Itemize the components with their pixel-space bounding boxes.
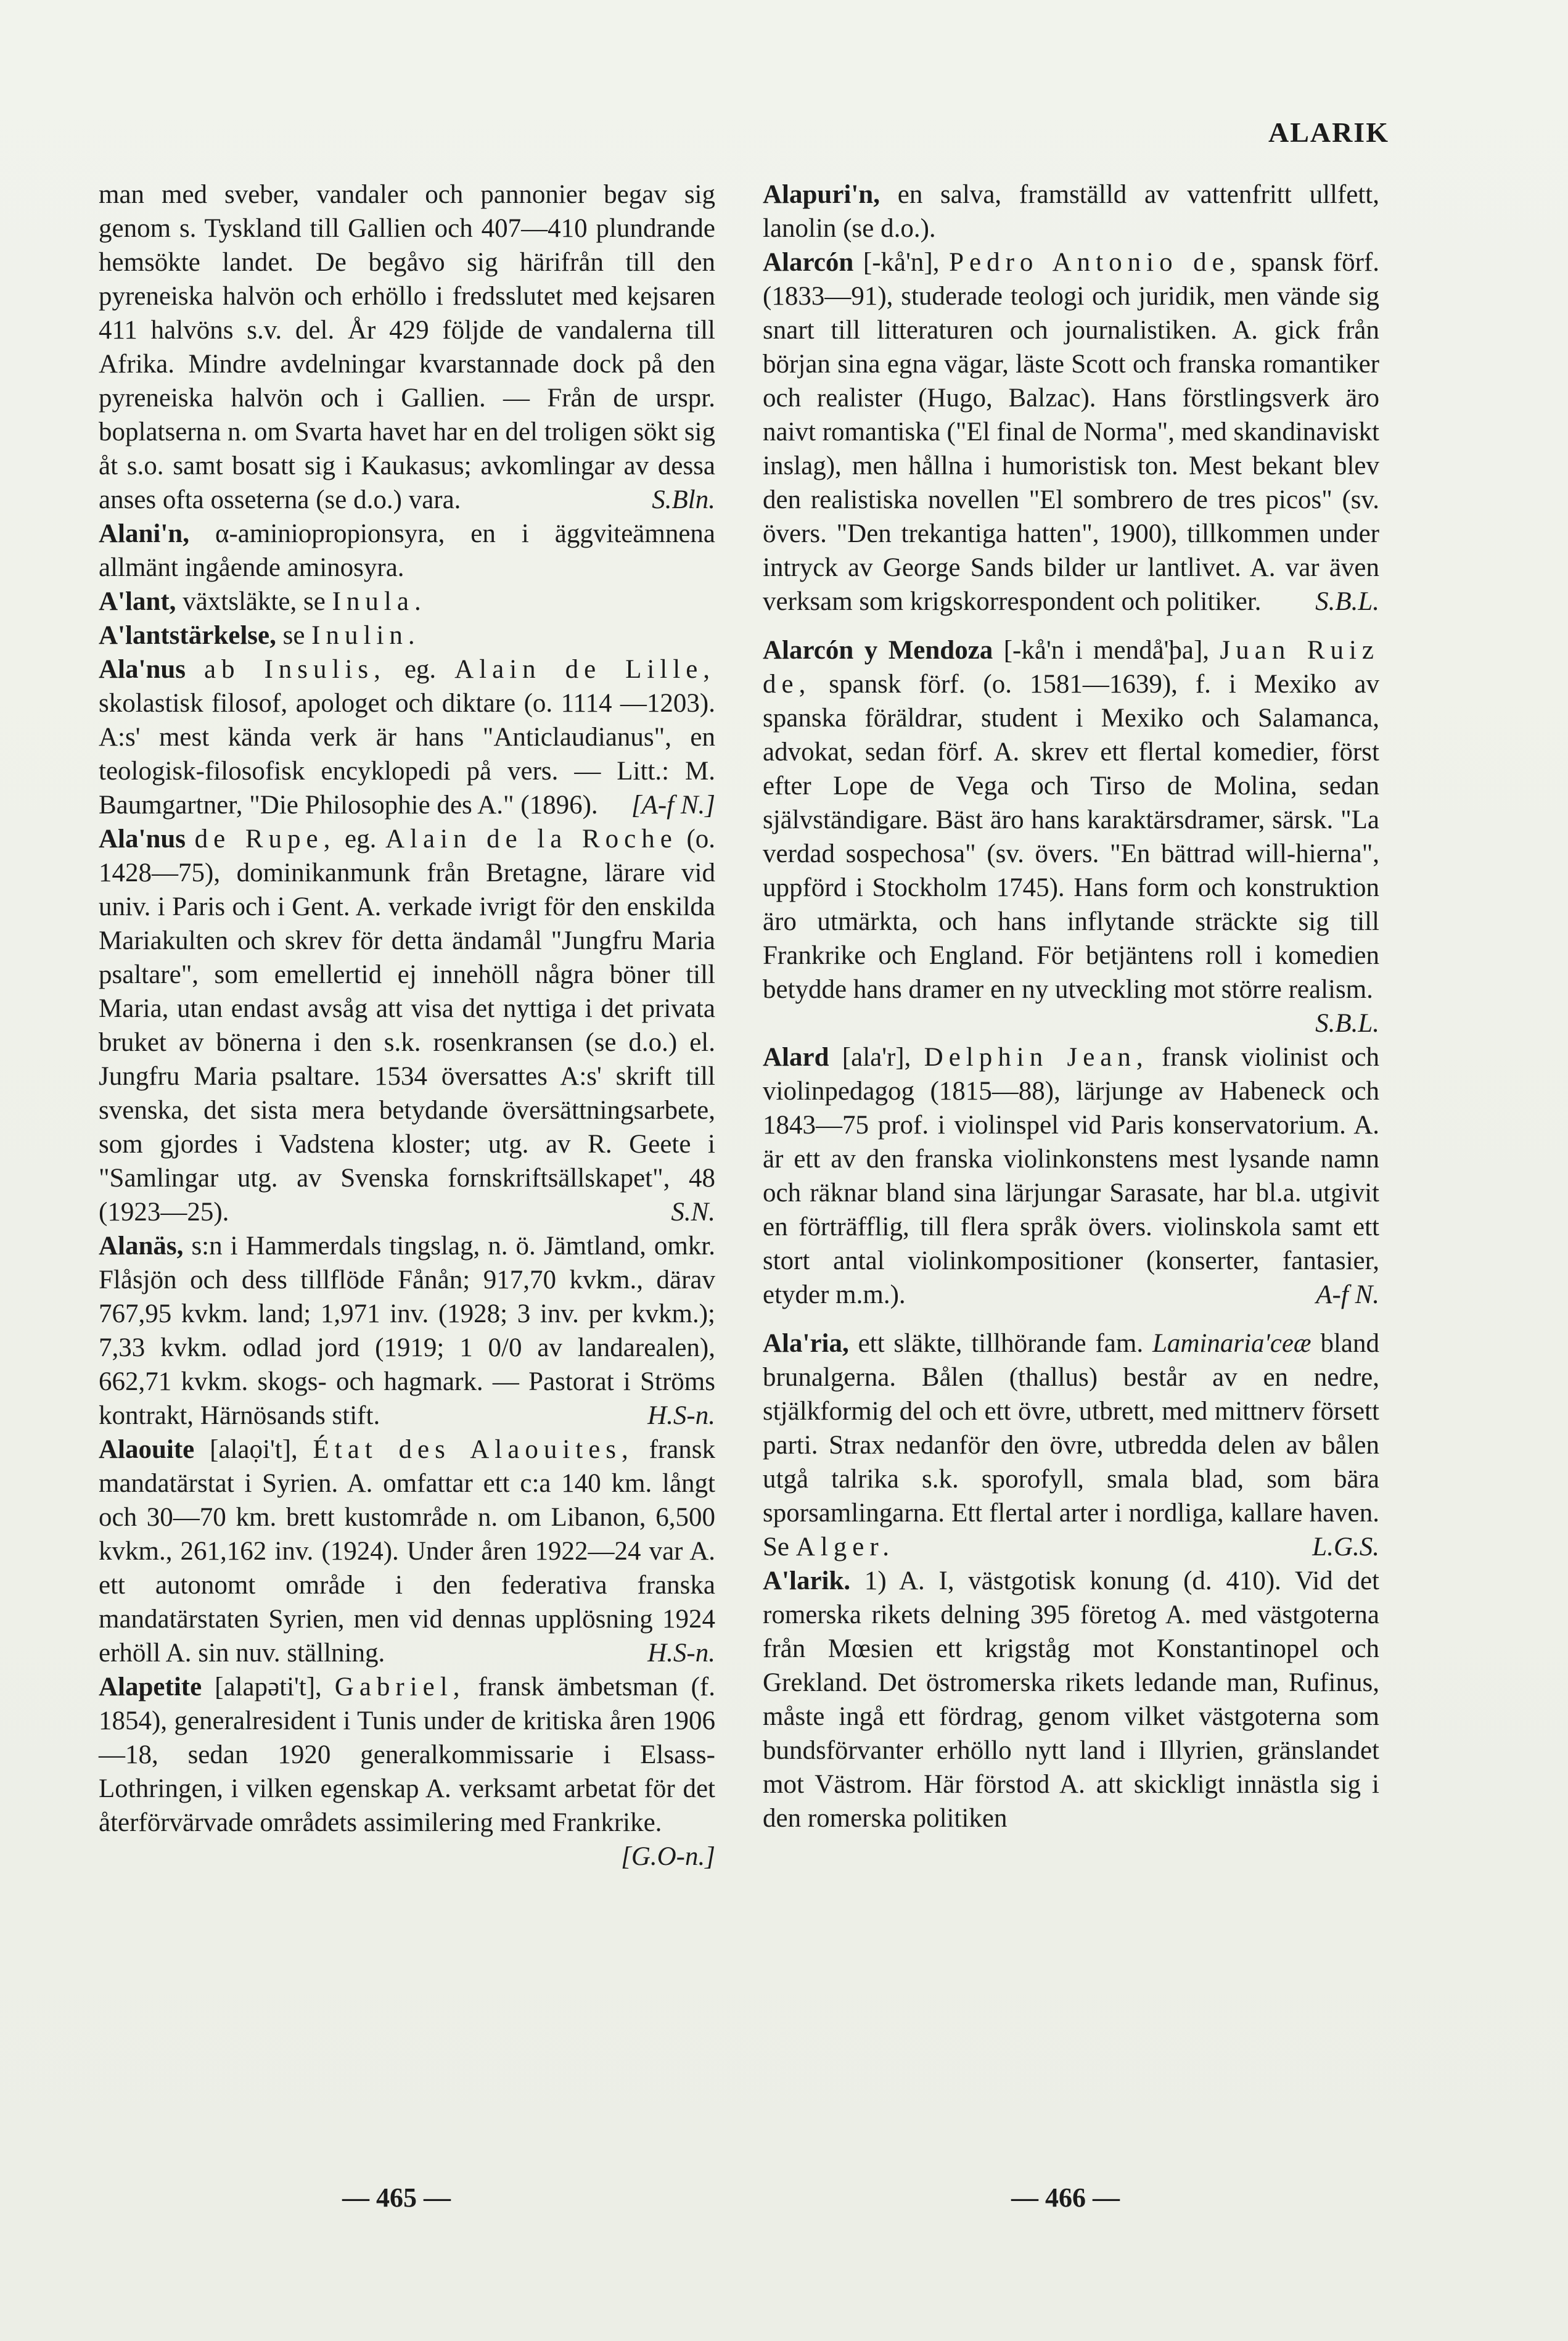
pronunciation: [alaọi't], — [210, 1435, 298, 1464]
entry-text: en salva, framställd av vattenfritt ullfett, lanolin (se d.o.). — [763, 180, 1380, 243]
spaced-name: Delphin Jean, — [924, 1043, 1149, 1072]
page-number-right: — 466 — — [1011, 2183, 1120, 2213]
headword: Alaouite — [99, 1435, 195, 1464]
headword: Alard — [763, 1043, 829, 1072]
headword: Alarcón — [763, 248, 854, 277]
spaced-name: Gabriel, — [334, 1672, 466, 1701]
entry-text: s:n i Hammerdals tingslag, n. ö. Jämtland, omkr. Flåsjön och dess tillflöde Fånån; 917,70 kvkm., därav 767,95 kvkm. land; 1,971 inv. (1928; 3 inv. per kvkm.); 7,33 kvkm. odlad jord (1919; 1 0/0 av landarealen), 662,71 kvkm. skogs- och hagmark. — Pastorat i Ströms kontrakt, Härnösands stift. — [99, 1232, 715, 1430]
signature: S.B.L. — [1315, 1009, 1379, 1038]
entry-text: se — [282, 621, 305, 650]
headword: Ala'nus — [99, 825, 186, 854]
headword: A'larik. — [763, 1566, 851, 1595]
spaced-name: de Rupe, — [194, 825, 336, 854]
signature: H.S-n. — [647, 1401, 715, 1430]
entry-alard — [763, 1040, 1379, 1312]
spaced-name: État des Alaouites, — [313, 1435, 634, 1464]
entry-alanin — [99, 517, 715, 585]
entry-alapetite — [99, 1670, 715, 1871]
signature: L.G.S. — [1312, 1533, 1379, 1561]
entry-alant — [99, 585, 715, 619]
headword: Ala'ria, — [763, 1329, 849, 1358]
entry-text: ett släkte, tillhörande fam. — [858, 1329, 1144, 1358]
entry-text: skolastisk filosof, apologet och diktare (o. 1114 —1203). A:s' mest kända verk är hans "Anticlaudianus", en teologisk-filosofisk encyklopedi på vers. — Litt.: M. Baumgartner, "Die Philosophie des A." (1896). — [99, 689, 715, 820]
pronunciation: [-kå'n i mendå'þa], — [1003, 636, 1210, 665]
entry-alaouite — [99, 1433, 715, 1670]
headword: Alanäs, — [99, 1232, 184, 1261]
cross-reference: Alger. — [795, 1533, 895, 1561]
spaced-name: Alain de Lille, — [454, 655, 716, 684]
spaced-name: Pedro Antonio de, — [949, 248, 1242, 277]
entry-alanus-insulis — [99, 652, 715, 822]
entry-alanus-rupe — [99, 822, 715, 1229]
headword: Alapuri'n, — [763, 180, 880, 209]
entry-text: bland brunalgerna. Bålen (thallus) består av en nedre, stjälkformig del och ett övre, utbrett, med mittnerv försett parti. Strax nedanför den övre, utbredda delen av bålen utgå talrika s.k. sporofyll, smala blad, som bära sporsamlingarna. Ett flertal arter i nordliga, kallare haven. Se — [763, 1329, 1379, 1561]
entry-alantstarkelse — [99, 619, 715, 652]
headword: A'lantstärkelse, — [99, 621, 276, 650]
headword: Alarcón y Mendoza — [763, 636, 993, 665]
entry-text: 1) A. I, västgotisk konung (d. 410). Vid det romerska rikets delning 395 företog A. med västgoterna från Mœsien ett krigståg mot Konstantinopel och Grekland. Det östromerska rikets ledande man, Rufinus, måste ingå ett fördrag, genom vilket västgoterna som bundsförvanter erhöllo nytt land i Illyrien, gränslandet mot Västrom. Här förstod A. att skickligt innästla sig i den romerska politiken — [763, 1566, 1379, 1833]
signature: [G.O-n.] — [621, 1842, 715, 1871]
headword: A'lant, — [99, 587, 176, 616]
left-column — [99, 178, 715, 1874]
entry-alarcon — [763, 245, 1379, 619]
signature: S.B.L. — [1315, 587, 1379, 616]
entry-text: α-aminiopropionsyra, en i äggviteämnena allmänt ingående aminosyra. — [99, 519, 716, 582]
pronunciation: [alapəti't], — [215, 1672, 322, 1701]
entry-text: (o. 1428—75), dominikanmunk från Bretagne, lärare vid univ. i Paris och i Gent. A. verkade ivrigt för den enskilda Mariakulten och skrev för detta ändamål "Jungfru Maria psaltare", som emellertid ej innehöll några böner till Maria, utan endast avsåg att visa det nyttiga i det privata bruket av bönerna i den s.k. rosenkransen (se d.o.) el. Jungfru Maria psaltare. 1534 översattes A:s' skrift till svenska, det sista mera betydande översättningsarbete, som gjordes i Vadstena kloster; utg. av R. Geete i "Samlingar utg. av Svenska fornskriftsällskapet", 48 (1923—25). — [99, 825, 716, 1227]
entry-text: spansk förf. (1833—91), studerade teologi och juridik, men vände sig snart till litteraturen och journalistiken. A. gick från början sina egna vägar, läste Scott och franska romantiker och realister (Hugo, Balzac). Hans förstlingsverk äro naivt romantiska ("El final de Norma", med skandinaviskt inslag), men hållna i humoristisk ton. Mest bekant blev den realistiska novellen "El sombrero de tres picos" (sv. övers. "Den trekantiga hatten", 1900), tillkommen under intryck av George Sands bilder ur lantlivet. A. var även verksam som krigskorrespondent och politiker. — [763, 248, 1380, 616]
cross-reference: Inulin. — [311, 621, 421, 650]
headword: Alani'n, — [99, 519, 189, 548]
continuation-text: man med sveber, vandaler och pannonier begav sig genom s. Tyskland till Gallien och 407—410 plundrande hemsökte landet. De begåvo sig härifrån till den pyreneiska halvön och erhöllo i fredsslutet med kejsaren 411 halvöns s.v. del. År 429 följde de vandalerna till Afrika. Mindre avdelningar kvarstannade dock på den pyreneiska halvön och i Gallien. — Från de urspr. boplatserna n. om Svarta havet har en del troligen sökt sig åt s.o. samt bosatt sig i Kaukasus; avkomlingar av dessa anses ofta osseterna (se d.o.) vara. — [99, 180, 715, 514]
entry-text: fransk violinist och violinpedagog (1815—88), lärjunge av Habeneck och 1843—75 prof. i violinspel vid Paris konservatorium. A. är ett av den franska violinkonstens mest lysande namn och räknar bland sina lärjungar Sarasate, har bl.a. utgivit en förträfflig, till flera språk övers. violinskola samt ett stort antal violinkompositioner (konserter, fantasier, etyder m.m.). — [763, 1043, 1380, 1309]
entry-text: spansk förf. (o. 1581—1639), f. i Mexiko av spanska föräldrar, student i Mexiko och Salamanca, advokat, sedan förf. A. skrev ett flertal komedier, först efter Lope de Vega och Tirso de Molina, sedan självständigare. Bäst äro hans karaktärsdramer, särsk. "La verdad sospechosa" (sv. övers. "En bättrad will-hierna", uppförd i Stockholm 1745). Hans form och konstruktion äro utmärkta, och hans inflytande sträckte sig till Frankrike och England. För betjäntens roll i komedien betydde hans dramer en ny utveckling mot större realism. — [763, 670, 1379, 1004]
headword: Ala'nus — [99, 655, 186, 684]
spaced-name: Juan Ruiz de, — [763, 636, 1379, 699]
right-column — [763, 178, 1379, 1835]
spaced-name: Alain de la Roche — [385, 825, 678, 854]
running-head: ALARIK — [1268, 117, 1389, 148]
pronunciation: [-kå'n], — [863, 248, 940, 277]
entry-alarik — [763, 1564, 1379, 1835]
entry-alanas — [99, 1229, 715, 1433]
entry-text: fransk ämbetsman (f. 1854), generalresident i Tunis under de kritiska åren 1906—18, sedan 1920 generalkommissarie i Elsass-Lothringen, i vilken egenskap A. verksamt arbetat för det återförvärvade områdets assimilering med Frankrike. — [99, 1672, 715, 1837]
family-name: Laminaria'ceæ — [1152, 1329, 1311, 1358]
entry-alarcon-mendoza — [763, 633, 1379, 1038]
entry-alaria — [763, 1327, 1379, 1564]
entry-continuation — [99, 178, 715, 517]
entry-text: växtsläkte, se — [183, 587, 326, 616]
spaced-name: ab Insulis, — [203, 655, 386, 684]
cross-reference: Inula. — [332, 587, 427, 616]
signature: S.Bln. — [652, 485, 715, 514]
entry-text: fransk mandatärstat i Syrien. A. omfattar ett c:a 140 km. långt och 30—70 km. brett kustområde n. om Libanon, 6,500 kvkm., 261,162 inv. (1924). Under åren 1922—24 var A. ett autonomt område i den federativa franska mandatärstaten Syrien, men vid dennas upplösning 1924 erhöll A. sin nuv. ställning. — [99, 1435, 716, 1668]
signature: [A-f N.] — [631, 791, 715, 820]
entry-alapurin — [763, 178, 1379, 245]
signature: S.N. — [671, 1198, 715, 1227]
headword: Alapetite — [99, 1672, 202, 1701]
entry-text: eg. — [404, 655, 437, 684]
pronunciation: [ala'r], — [842, 1043, 911, 1072]
signature: H.S-n. — [647, 1639, 715, 1668]
signature: A-f N. — [1316, 1280, 1379, 1309]
entry-text: eg. — [344, 825, 377, 854]
page-number-left: — 465 — — [342, 2183, 451, 2213]
